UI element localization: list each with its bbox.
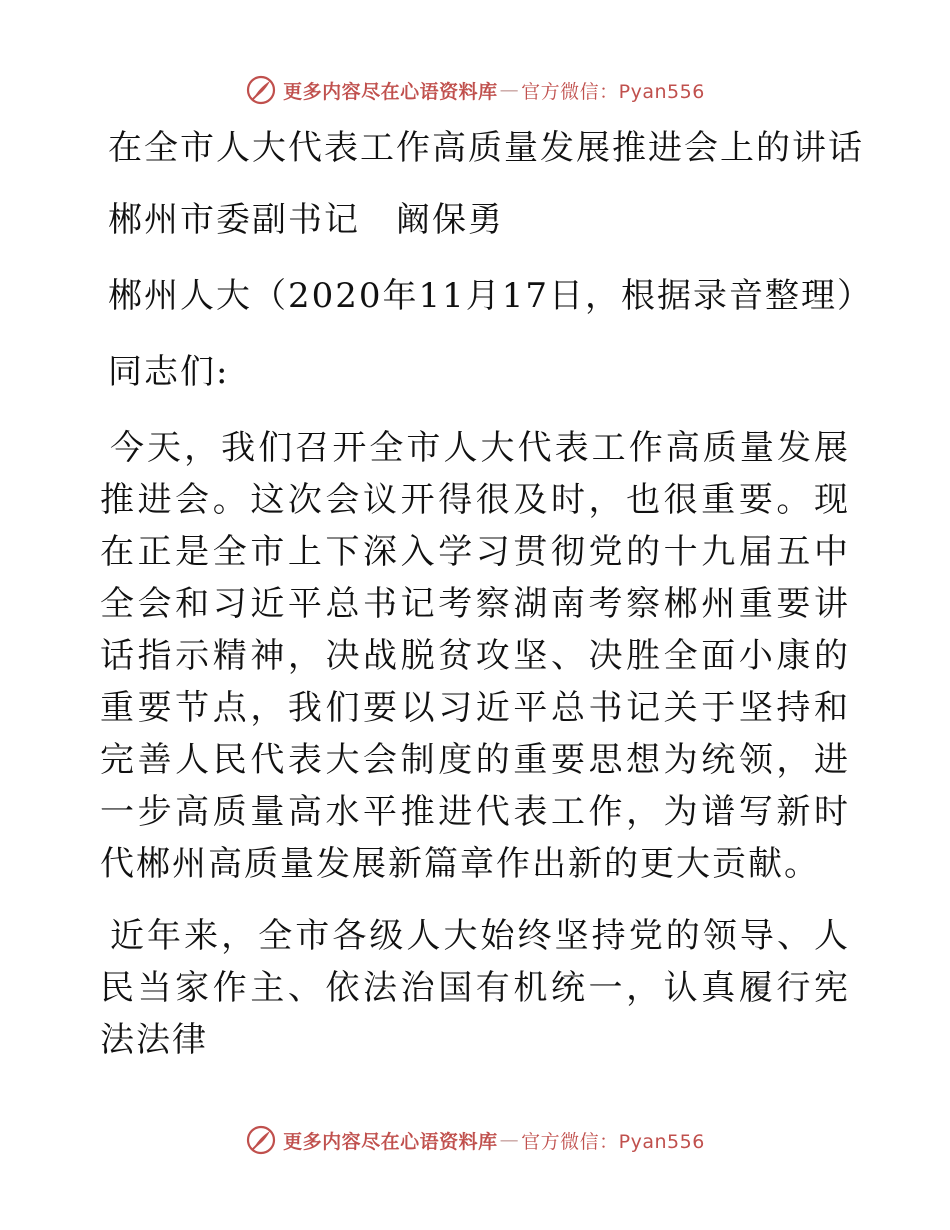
watermark-dash: — [499,79,520,101]
watermark-main-text: 更多内容尽在心语资料库 [283,80,498,103]
paragraph-2: 近年来，全市各级人大始终坚持党的领导、人民当家作主、依法治国有机统一，认真履行宪法法律 [100,916,850,1060]
paragraph-1: 今天，我们召开全市人大代表工作高质量发展推进会。这次会议开得很及时，也很重要。现在正是全市上下深入学习贯彻党的十九届五中全会和习近平总书记考察湖南考察郴州重要讲话指示精神，决战脱贫攻坚、决胜全面小康的重要节点，我们要以习近平总书记关于坚持和完善人民代表大会制度的重要思想为统领，进一步高质量高水平推进代表工作，为谱写新时代郴州高质量发展新篇章作出新的更大贡献。 [100,428,850,884]
watermark-sub-text: 官方微信：Pyan556 [521,1130,705,1153]
watermark-sub-text: 官方微信：Pyan556 [521,80,705,103]
document-title: 在全市人大代表工作高质量发展推进会上的讲话 [108,128,864,168]
document-source: 郴州人大（2020年11月17日，根据录音整理） [108,276,874,316]
watermark-main-text: 更多内容尽在心语资料库 [283,1130,498,1153]
feather-pen-logo-icon [245,74,277,106]
document-body [100,122,874,1086]
feather-pen-logo-icon [245,1124,277,1156]
document-author: 郴州市委副书记 阚保勇 [108,200,504,240]
document-salutation: 同志们: [108,352,230,392]
header-watermark [0,70,950,110]
footer-watermark [0,1120,950,1160]
watermark-dash: — [499,1129,520,1151]
